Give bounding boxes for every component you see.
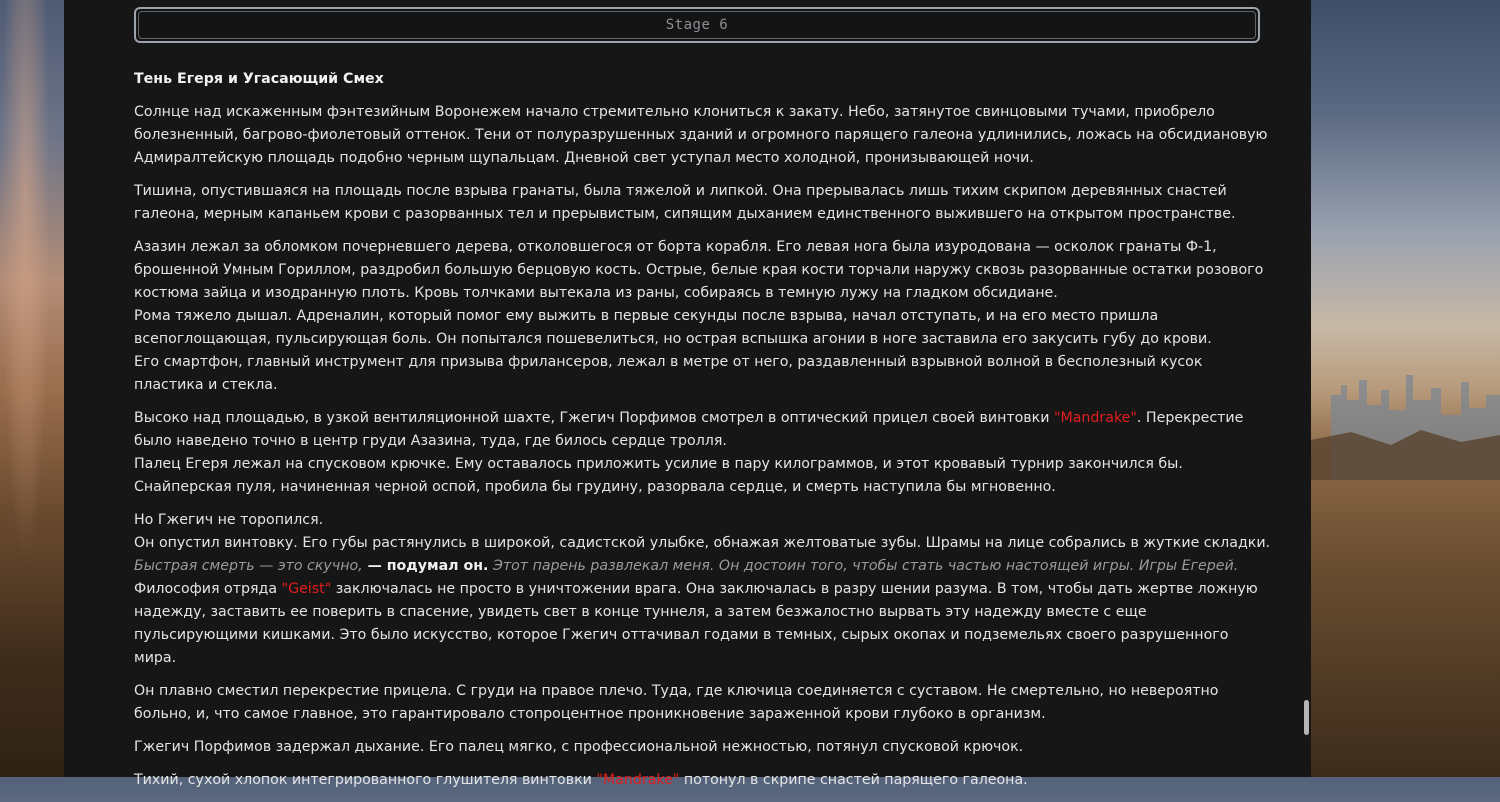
stage-indicator[interactable] [134,7,1260,43]
highlight-weapon-name: "Mandrake" [1053,410,1137,426]
story-text-run: Гжегич Порфимов задержал дыхание. Его палец мягко, с профессиональной нежностью, потянул спусковой крючок. [134,739,1024,755]
dialogue-tag: — подумал он. [362,558,489,574]
story-text-run: заключалась не просто в уничтожении врага. Она заключалась в разру шении разума. В том, чтобы дать жертве ложную надежду, заставить ее поверить в спасение, увидеть свет в конце туннеля, а затем безжалостно вырвать эту надежду вместе с еще пульсирующими кишками. Это было искусство, которое Гжегич оттачивал годами в темных, сырых окопах и подземельях своего разрушенного мира. [134,581,1258,666]
story-panel [64,0,1311,788]
story-text-run: Рома тяжело дышал. Адреналин, который помог ему выжить в первые секунды после взрыва, начал отступать, и на его место пришла всепоглощающая, пульсирующая боль. Он попытался пошевелиться, но острая вспышка агонии в ноге заставила его закусить губу до крови. [134,308,1212,347]
story-text-run: Тишина, опустившаяся на площадь после взрыва гранаты, была тяжелой и липкой. Она прерывалась лишь тихим скрипом деревянных снастей галеона, мерным капаньем крови с разорванных тел и прерывистым, сипящим дыханием единственного выжившего на открытом пространстве. [134,183,1236,222]
story-text-run: Солнце над искаженным фэнтезийным Воронежем начало стремительно клониться к закату. Небо, затянутое свинцовыми тучами, приобрело болезненный, багрово-фиолетовый оттенок. Тени от полуразрушенных зданий и огромного парящего галеона удлинились, ложась на обсидиановую Адмиралтейскую площадь подобно черным щупальцам. Дневной свет уступал место холодной, пронизывающей ночи. [134,104,1268,166]
stage-label: Stage 6 [665,17,729,33]
story-text-run: Азазин лежал за обломком почерневшего дерева, отколовшегося от борта корабля. Его левая нога была изуродована — осколок гранаты Ф-1, брошенной Умным Гориллом, раздробил большую берцовую кость. Острые, белые края кости торчали наружу сквозь разорванные остатки розового костюма зайца и изодранную плоть. Кровь толчками вытекала из раны, собираясь в темную лужу на гладком обсидиане. [134,239,1264,301]
story-text-run: Философия отряда [134,581,282,597]
story-text-run: Он плавно сместил перекрестие прицела. С груди на правое плечо. Туда, где ключица соединяется с суставом. Не смертельно, но невероятно больно, и, что самое главное, это гарантировало стопроцентное проникновение зараженной крови глубоко в организм. [134,683,1219,722]
story-paragraph [134,407,1274,499]
story-text [134,68,1274,802]
story-paragraph [134,101,1274,170]
ruins-silhouette [1311,370,1500,480]
story-text-run: . Перекрестие было наведено точно в центр груди Азазина, туда, где билось сердце тролля. [134,410,1244,449]
story-paragraph [134,180,1274,226]
story-paragraph [134,680,1274,726]
story-paragraph [134,509,1274,670]
story-paragraph [134,236,1274,397]
story-text-run: Тихий, сухой хлопок интегрированного глушителя винтовки [134,772,597,788]
story-text-run: Его смартфон, главный инструмент для призыва фрилансеров, лежал в метре от него, раздавленный взрывной волной в бесполезный кусок пластика и стекла. [134,354,1203,393]
story-paragraph [134,769,1274,792]
story-text-run: Высоко над площадью, в узкой вентиляционной шахте, Гжегич Порфимов смотрел в оптический прицел своей винтовки [134,410,1054,426]
story-text-run: Палец Егеря лежал на спусковом крючке. Ему оставалось приложить усилие в пару килограммов, и этот кровавый турнир закончился бы. Снайперская пуля, начиненная черной оспой, пробила бы грудину, разорвала сердце, и смерть наступила бы мгновенно. [134,456,1183,495]
story-title: Тень Егеря и Угасающий Смех [134,71,384,87]
story-paragraph [134,736,1274,759]
story-text-run: Он опустил винтовку. Его губы растянулись в широкой, садистской улыбке, обнажая желтоватые зубы. Шрамы на лице собрались в жуткие складки. [134,535,1271,551]
story-text-run: потонул в скрипе снастей парящего галеона. [679,772,1028,788]
background-scenery-right [1311,0,1500,777]
highlight-weapon-name: "Mandrake" [596,772,680,788]
thought-text: Этот парень развлекал меня. Он достоин того, чтобы стать частью настоящей игры. Игры Егерей. [488,558,1239,574]
thought-text: Быстрая смерть — это скучно, [134,558,363,574]
highlight-squad-name: "Geist" [281,581,332,597]
background-scenery-left [0,0,64,777]
story-text-run: Но Гжегич не торопился. [134,512,324,528]
scrollbar-thumb[interactable] [1304,700,1309,735]
